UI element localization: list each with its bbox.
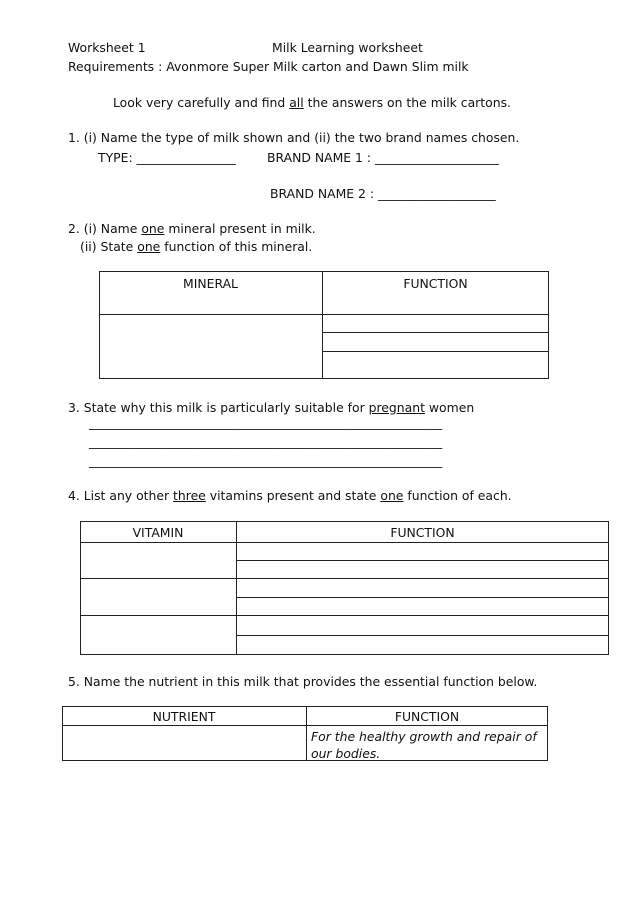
type-field[interactable]: TYPE: ________________ bbox=[98, 150, 236, 165]
vitamin-function-line bbox=[236, 635, 609, 636]
brand-name-1-field[interactable]: BRAND NAME 1 : ____________________ bbox=[267, 150, 499, 165]
mineral-table-header-divider bbox=[99, 314, 549, 315]
vitamin-function-line bbox=[236, 597, 609, 598]
question-1-text: 1. (i) Name the type of milk shown and (ii) the two brand names chosen. bbox=[68, 130, 520, 145]
vitamin-function-line bbox=[236, 560, 609, 561]
answer-line-3[interactable]: _________________________________________________________ bbox=[89, 453, 443, 468]
vitamin-answer-cell[interactable] bbox=[81, 543, 235, 577]
worksheet-title: Milk Learning worksheet bbox=[272, 40, 423, 55]
nutrient-function-column-header: FUNCTION bbox=[394, 709, 460, 724]
question-5-text: 5. Name the nutrient in this milk that provides the essential function below. bbox=[68, 674, 538, 689]
brand-name-2-field[interactable]: BRAND NAME 2 : ___________________ bbox=[270, 186, 496, 201]
question-4-text: 4. List any other three vitamins present and state one function of each. bbox=[68, 488, 512, 503]
mineral-function-column-header: FUNCTION bbox=[403, 276, 468, 291]
mineral-function-line-1 bbox=[322, 332, 549, 333]
nutrient-column-header: NUTRIENT bbox=[152, 709, 216, 724]
question-2-line-1: 2. (i) Name one mineral present in milk. bbox=[68, 221, 316, 236]
nutrient-answer-cell[interactable] bbox=[63, 726, 305, 760]
mineral-answer-cell[interactable] bbox=[100, 316, 321, 378]
answer-line-1[interactable]: _________________________________________________________ bbox=[89, 415, 443, 430]
question-3-text: 3. State why this milk is particularly suitable for pregnant women bbox=[68, 400, 475, 415]
question-2-line-2: (ii) State one function of this mineral. bbox=[80, 239, 313, 254]
answer-line-2[interactable]: _________________________________________________________ bbox=[89, 434, 443, 449]
worksheet-number: Worksheet 1 bbox=[68, 40, 146, 55]
vitamin-column-header: VITAMIN bbox=[132, 525, 184, 540]
nutrient-function-text: For the healthy growth and repair of our bodies. bbox=[311, 729, 537, 761]
instruction-text: Look very carefully and find all the answers on the milk cartons. bbox=[113, 95, 511, 110]
mineral-column-header: MINERAL bbox=[183, 276, 238, 291]
vitamin-function-column-header: FUNCTION bbox=[390, 525, 455, 540]
vitamin-answer-cell[interactable] bbox=[81, 616, 235, 654]
vitamin-answer-cell[interactable] bbox=[81, 579, 235, 614]
requirements-text: Requirements : Avonmore Super Milk carton and Dawn Slim milk bbox=[68, 59, 469, 74]
mineral-function-line-2 bbox=[322, 351, 549, 352]
